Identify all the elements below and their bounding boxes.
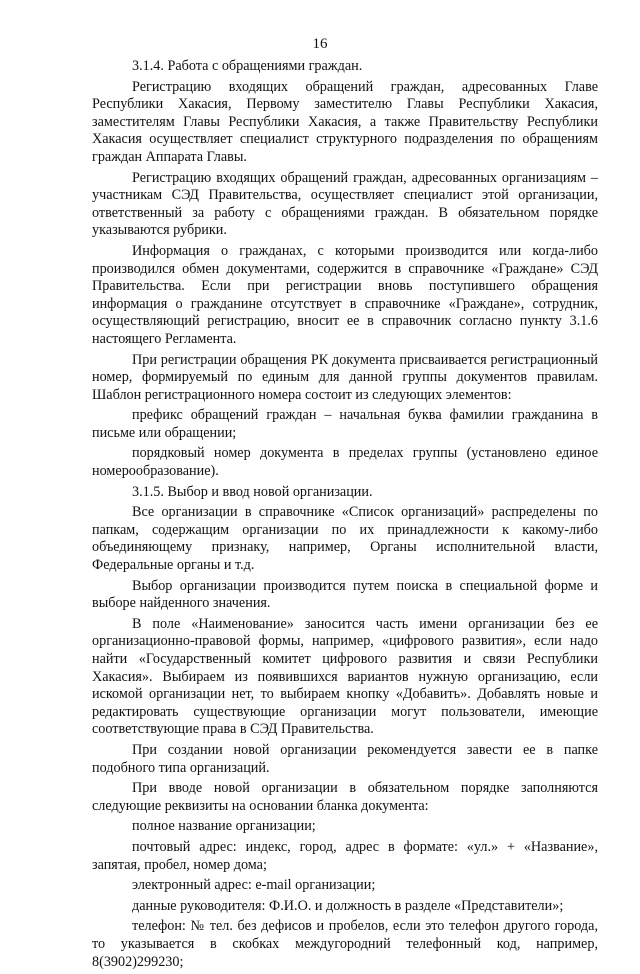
paragraph: При регистрации обращения РК документа присваивается регистрационный номер, формируемый по единым для данной группы документов правилам. Шаблон регистрационного номера состоит из следующих элементов: — [92, 351, 598, 403]
list-item: почтовый адрес: индекс, город, адрес в формате: «ул.» + «Название», запятая, пробел, номер дома; — [92, 838, 598, 873]
document-body — [92, 58, 598, 974]
list-item: порядковый номер документа в пределах группы (установлено единое номерообразование). — [92, 445, 598, 480]
paragraph: При вводе новой организации в обязательном порядке заполняются следующие реквизиты на основании бланка документа: — [92, 780, 598, 814]
list-item: электронный адрес: e-mail организации; — [132, 877, 376, 894]
section-heading-3-1-5: 3.1.5. Выбор и ввод новой организации. — [132, 483, 373, 500]
list-item: полное название организации; — [132, 818, 316, 835]
page-number: 16 — [312, 36, 328, 52]
paragraph: В поле «Наименование» заносится часть имени организации без ее организационно-правовой формы, например, «цифрового развития», если надо найти «Государственный комитет цифрового развития и связи Республики Хакасия». Выбираем из появившихся вариантов нужную организацию, если искомой организации нет, то выбираем кнопку «Добавить». Добавлять новые и редактировать существующие организации могут пользователи, имеющие соответствующие права в СЭД Правительства. — [92, 615, 598, 738]
paragraph: При создании новой организации рекомендуется завести ее в папке подобного типа организаций. — [92, 741, 598, 776]
list-item: телефон: № тел. без дефисов и пробелов, если это телефон другого города, то указывается в скобках междугородний телефонный код, например, 8(3902)299230; — [92, 918, 598, 970]
list-item: данные руководителя: Ф.И.О. и должность в разделе «Представители»; — [132, 897, 564, 914]
paragraph: Регистрацию входящих обращений граждан, адресованных Главе Республики Хакасия, Первому заместителю Главы Республики Хакасия, заместителям Главы Республики Хакасия, а также Правительству Республики Хакасия осуществляет специалист структурного подразделения по обращениям граждан Аппарата Главы. — [92, 78, 598, 165]
paragraph: Все организации в справочнике «Список организаций» распределены по папкам, содержащим организации по их принадлежности к какому-либо объединяющему признаку, например, Органы исполнительной власти, Федеральные органы и т.д. — [92, 504, 598, 574]
section-heading-3-1-4: 3.1.4. Работа с обращениями граждан. — [132, 58, 363, 74]
paragraph: Выбор организации производится путем поиска в специальной форме и выборе найденного значения. — [92, 577, 598, 612]
list-item: префикс обращений граждан – начальная буква фамилии гражданина в письме или обращении; — [92, 407, 598, 441]
paragraph: Регистрацию входящих обращений граждан, адресованных организациям – участникам СЭД Правительства, осуществляет специалист этой организации, ответственный за работу с обращениями граждан. В обязательном порядке указываются рубрики. — [92, 169, 598, 239]
paragraph: Информация о гражданах, с которыми производится или когда-либо производился обмен документами, содержится в справочнике «Граждане» СЭД Правительства. Если при регистрации вновь поступившего обращения информация о гражданине отсутствует в справочнике «Граждане», сотрудник, осуществляющий регистрацию, вносит ее в справочник согласно пункту 3.1.6 настоящего Регламента. — [92, 242, 598, 347]
